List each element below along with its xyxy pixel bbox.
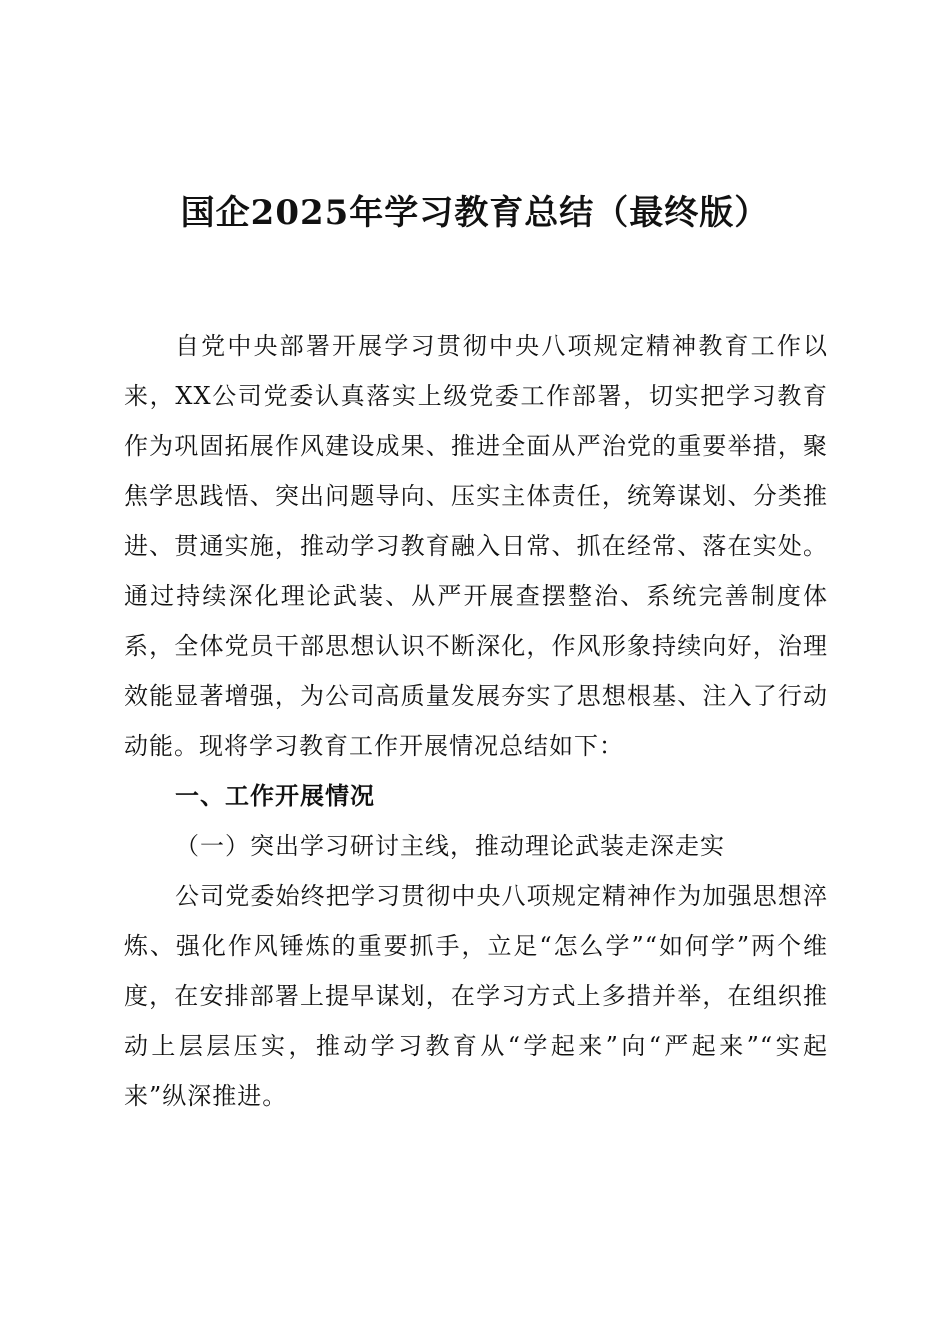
intro-paragraph: 自党中央部署开展学习贯彻中央八项规定精神教育工作以来，XX公司党委认真落实上级党委工作部署，切实把学习教育作为巩固拓展作风建设成果、推进全面从严治党的重要举措，聚焦学思践悟、突出问题导向、压实主体责任，统筹谋划、分类推进、贯通实施，推动学习教育融入日常、抓在经常、落在实处。通过持续深化理论武装、从严开展查摆整治、系统完善制度体系，全体党员干部思想认识不断深化，作风形象持续向好，治理效能显著增强，为公司高质量发展夯实了思想根基、注入了行动动能。现将学习教育工作开展情况总结如下： <box>124 332 828 760</box>
document-title: 国企2025年学习教育总结（最终版） <box>180 193 770 233</box>
subsection-heading-study-discussion: （一）突出学习研讨主线，推动理论武装走深走实 <box>175 832 725 860</box>
study-discussion-paragraph: 公司党委始终把学习贯彻中央八项规定精神作为加强思想淬炼、强化作风锤炼的重要抓手，立足“怎么学”“如何学”两个维度，在安排部署上提早谋划，在学习方式上多措并举，在组织推动上层层压实，推动学习教育从“学起来”向“严起来”“实起来”纵深推进。 <box>124 882 828 1110</box>
document-body <box>124 321 828 1121</box>
section-heading-work-progress: 一、工作开展情况 <box>175 782 375 810</box>
